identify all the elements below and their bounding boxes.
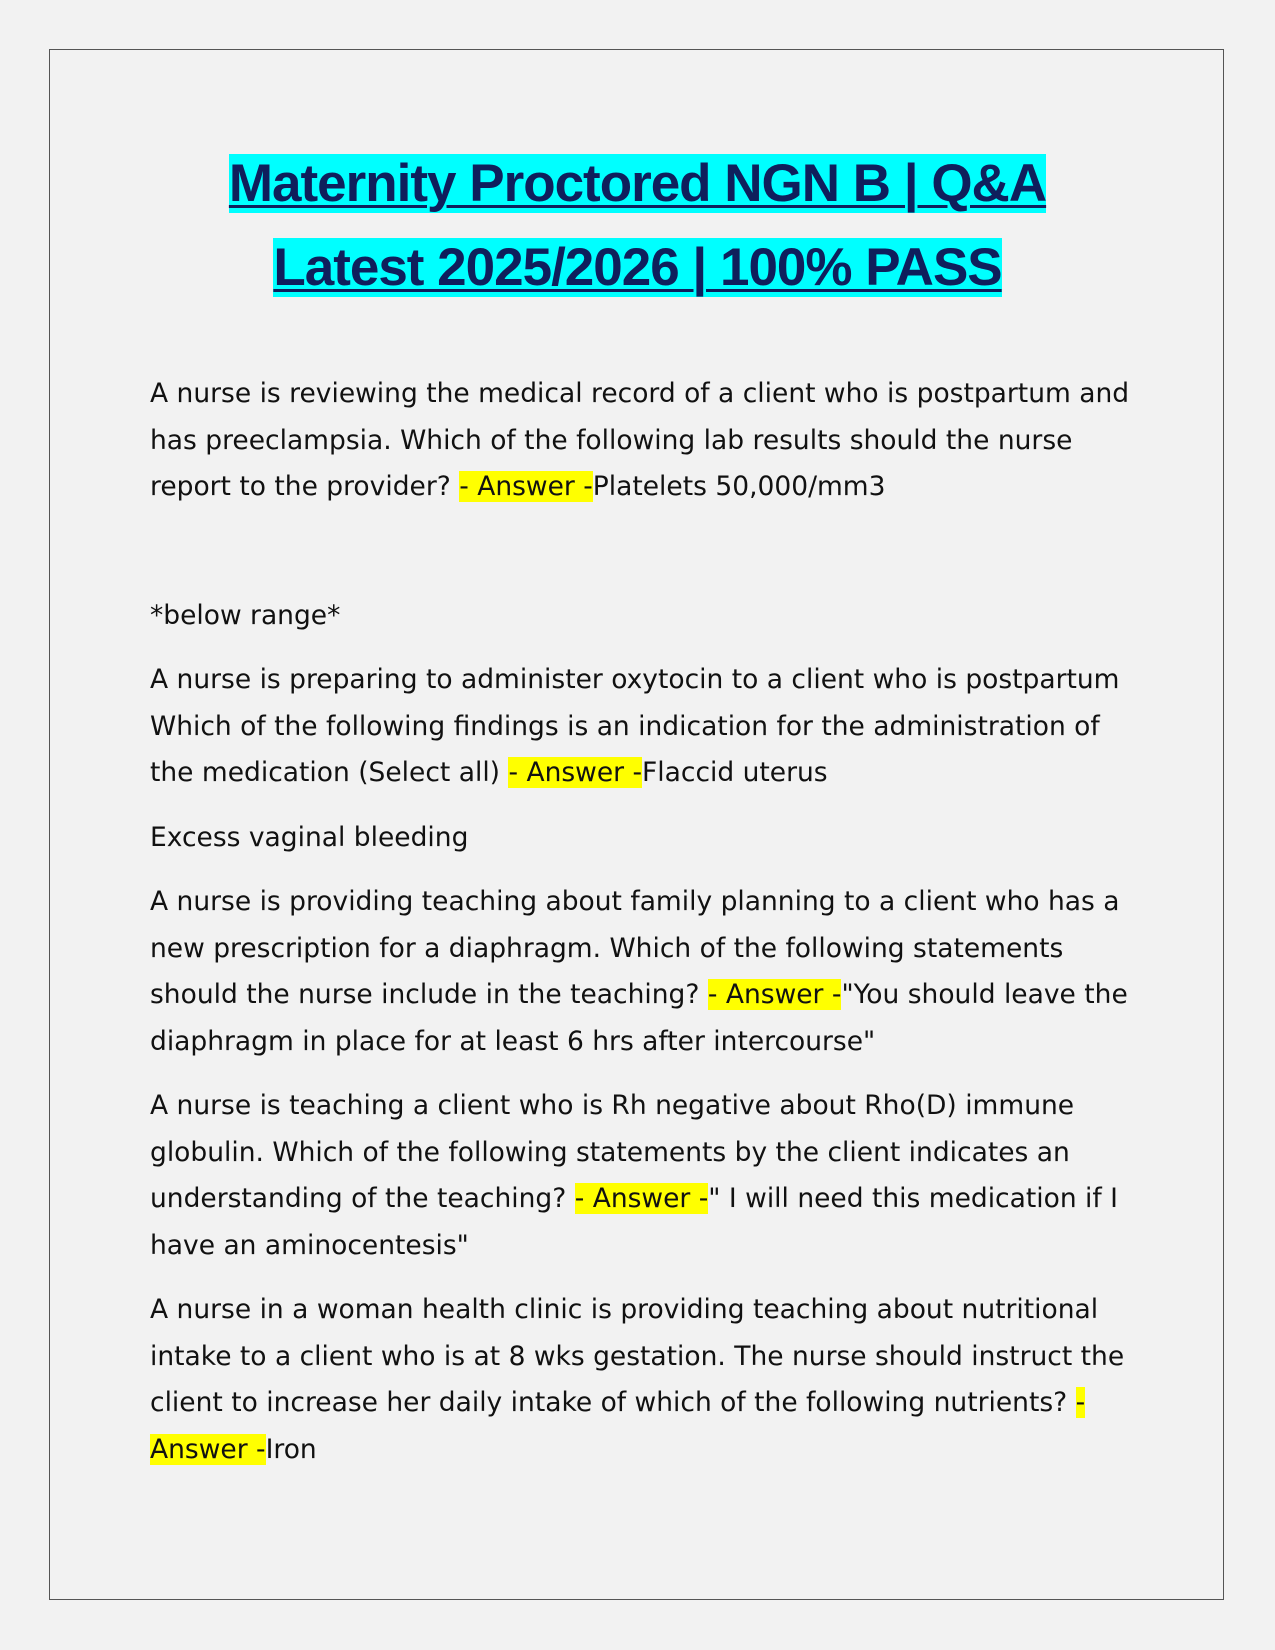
qa-content (150, 371, 1140, 1473)
qa-note-1 (150, 593, 1140, 640)
question-text: A nurse in a woman health clinic is providing teaching about nutritional intake to a client who is at 8 wks gestation. The nurse should instruct the client to increase her daily intake of which of the following nutrients? (150, 1294, 1125, 1418)
question-text: A nurse is preparing to administer oxytocin to a client who is postpartum Which of the following findings is an indication for the administration of the medication (Select all) (150, 664, 1120, 788)
answer-text: " I will need this medication if I have an aminocentesis" (150, 1183, 1118, 1261)
answer-text: Platelets 50,000/mm3 (592, 471, 886, 502)
note-text: *below range* (150, 599, 341, 631)
answer-text: "You should leave the diaphragm in place for at least 6 hrs after intercourse" (150, 979, 1128, 1057)
document-title (229, 154, 1046, 297)
answer-marker: - Answer - (150, 1387, 1086, 1465)
answer-text: Flaccid uterus (642, 757, 828, 788)
answer-marker: - Answer - (508, 757, 643, 788)
question-text: A nurse is providing teaching about family planning to a client who has a new prescription for a diaphragm. Which of the following statements should the nurse include in the teaching? (150, 886, 1120, 1010)
qa-note-2 (150, 815, 1140, 862)
answer-text: Iron (265, 1433, 317, 1465)
qa-item-4 (150, 1083, 1140, 1269)
question-text: A nurse is reviewing the medical record of a client who is postpartum and has preeclampsia. Which of the following lab results should the nurse report to the provider? (150, 378, 1130, 502)
title-block (0, 142, 1275, 310)
answer-marker: - Answer - (574, 1183, 709, 1214)
qa-item-2 (150, 657, 1140, 797)
answer-marker: - Answer - (459, 471, 593, 502)
title-line-2: Latest 2025/2026 | 100% PASS (273, 238, 1002, 297)
question-text: A nurse is teaching a client who is Rh negative about Rho(D) immune globulin. Which of the following statements by the client indicates an understanding of the teaching? (150, 1090, 1075, 1214)
answer-marker: - Answer - (707, 979, 842, 1010)
qa-item-3 (150, 879, 1140, 1065)
title-line-1: Maternity Proctored NGN B | Q&A (228, 154, 1047, 213)
qa-item-5 (150, 1287, 1140, 1473)
note-text: Excess vaginal bleeding (150, 821, 469, 853)
qa-item-1 (150, 371, 1140, 511)
